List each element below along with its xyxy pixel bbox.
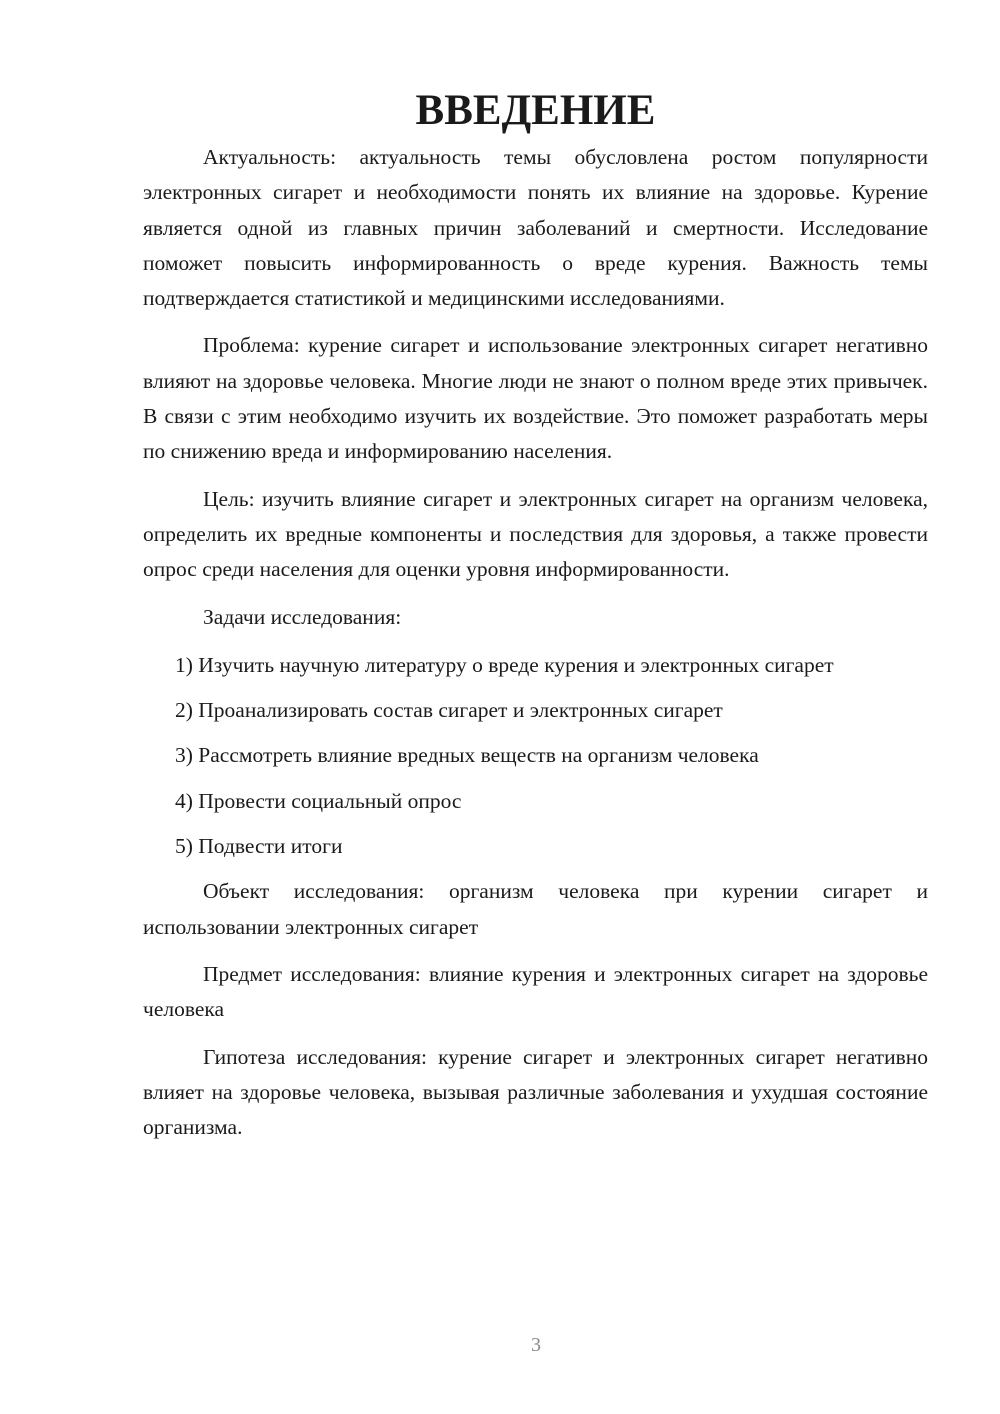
task-item-4: 4) Провести социальный опрос	[175, 788, 462, 813]
task-item-5: 5) Подвести итоги	[175, 834, 343, 859]
relevance-label: Актуальность:	[203, 145, 337, 169]
object-text: организм человека при курении сигарет и использовании электронных сигарет	[143, 879, 928, 939]
relevance-text: актуальность темы обусловлена ростом популярности электронных сигарет и необходимости понять их влияние на здоровье. Курение является одной из главных причин заболеваний и смертности. Исследование поможет повысить информированность о вреде курения. Важность темы подтверждается статистикой и медицинскими исследованиями.	[143, 145, 928, 311]
task-item-2: 2) Проанализировать состав сигарет и электронных сигарет	[175, 698, 723, 723]
hypothesis-label: Гипотеза исследования:	[203, 1044, 428, 1069]
page-title: ВВЕДЕНИЕ	[415, 87, 656, 134]
hypothesis-paragraph	[143, 1040, 928, 1146]
relevance-paragraph	[143, 140, 928, 316]
task-item-1: 1) Изучить научную литературу о вреде курения и электронных сигарет	[175, 652, 834, 677]
problem-label: Проблема:	[203, 333, 300, 358]
page-number: 3	[531, 1334, 541, 1356]
task-item-3: 3) Рассмотреть влияние вредных веществ на организм человека	[175, 743, 759, 768]
object-label: Объект исследования:	[203, 879, 425, 904]
subject-label: Предмет исследования:	[203, 961, 421, 986]
problem-text: курение сигарет и использование электронных сигарет негативно влияют на здоровье человека. Многие люди не знают о полном вреде этих привычек. В связи с этим необходимо изучить их воздействие. Это поможет разработать меры по снижению вреда и информированию населения.	[143, 333, 928, 464]
hypothesis-text: курение сигарет и электронных сигарет негативно влияет на здоровье человека, вызывая различные заболевания и ухудшая состояние организма.	[143, 1044, 928, 1140]
problem-paragraph	[143, 328, 928, 469]
goal-label: Цель:	[203, 486, 255, 511]
subject-paragraph	[143, 957, 928, 1028]
object-paragraph	[143, 874, 928, 945]
tasks-heading: Задачи исследования:	[203, 604, 402, 629]
goal-text: изучить влияние сигарет и электронных сигарет на организм человека, определить их вредные компоненты и последствия для здоровья, а также провести опрос среди населения для оценки уровня информированности.	[143, 486, 928, 582]
goal-paragraph	[143, 482, 928, 588]
document-body	[143, 87, 929, 1157]
subject-text: влияние курения и электронных сигарет на здоровье человека	[143, 961, 929, 1022]
